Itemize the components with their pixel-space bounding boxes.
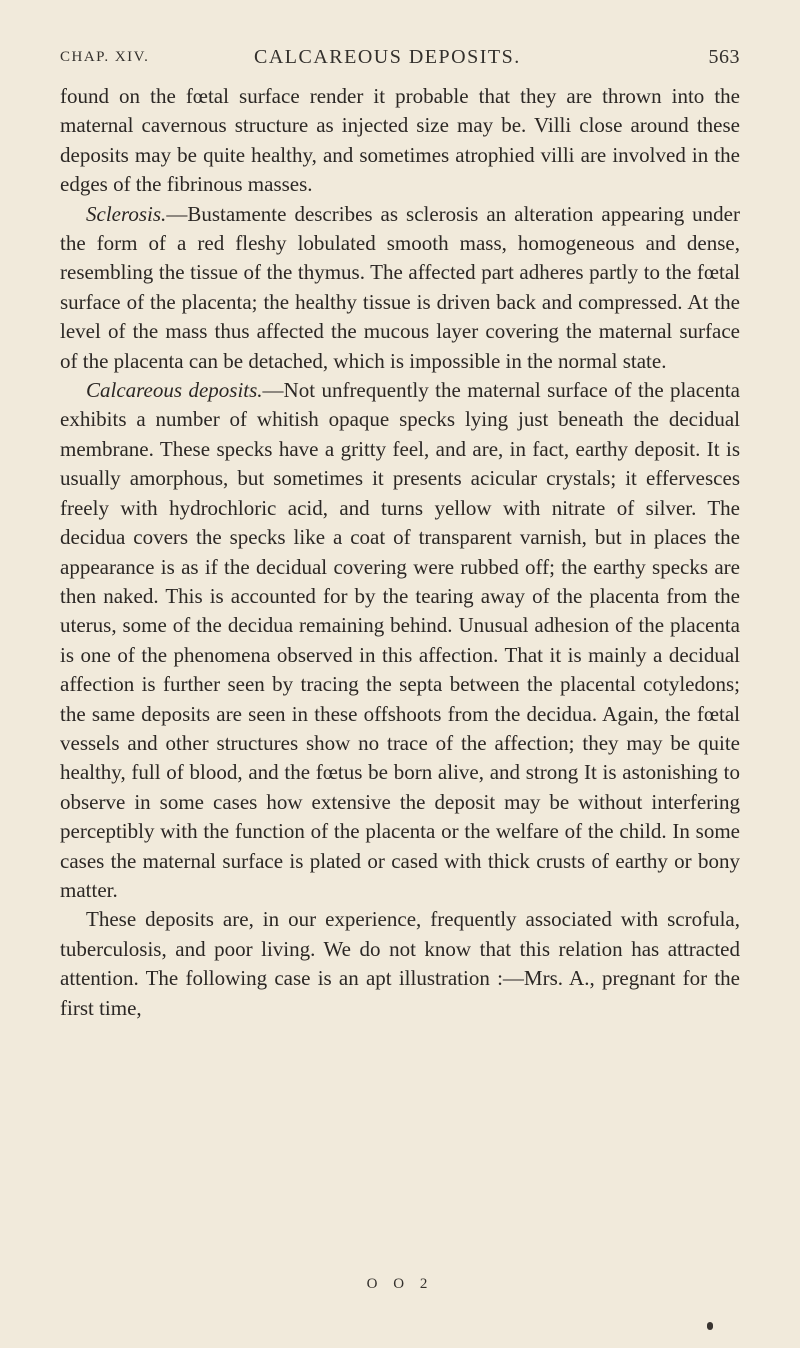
paragraph-text: found on the fœtal surface render it probable that they are thrown into the maternal cavernous structure as injected size may be. Villi close around these deposits may be quite healthy, and sometimes atrophied villi are involved in the edges of the fibrinous masses. xyxy=(60,84,740,197)
page-number: 563 xyxy=(708,46,740,68)
body-text xyxy=(60,82,740,1023)
paragraph-text: —Bustamente describes as sclerosis an alteration appearing under the form of a red fleshy lobulated smooth mass, homogeneous and dense, resembling the tissue of the thymus. The affected part adheres partly to the fœtal surface of the placenta; the healthy tissue is driven back and compressed. At the level of the mass thus affected the mucous layer covering the maternal surface of the placenta can be detached, which is impossible in the normal state. xyxy=(60,201,740,373)
signature-mark: O O 2 xyxy=(366,1276,434,1292)
page-title: CALCAREOUS DEPOSITS. xyxy=(254,46,521,68)
paragraph-sclerosis xyxy=(60,200,740,376)
ink-spot xyxy=(707,1322,713,1330)
paragraph-heading: Sclerosis. xyxy=(86,201,167,226)
paragraph-text: These deposits are, in our experience, frequently associated with scrofula, tuberculosis, and poor living. We do not know that this relation has attracted attention. The following case is an apt illustration :—Mrs. A., pregnant for the first time, xyxy=(60,907,740,1020)
paragraph-associations xyxy=(60,905,740,1023)
paragraph-calcareous-deposits xyxy=(60,376,740,905)
running-head xyxy=(60,46,740,76)
paragraph-text: —Not unfrequently the maternal surface of the placenta exhibits a number of whitish opaque specks lying just beneath the decidual membrane. These specks have a gritty feel, and are, in fact, earthy deposit. It is usually amorphous, but sometimes it presents acicular crystals; it effervesces freely with hydrochloric acid, and turns yellow with nitrate of silver. The decidua covers the specks like a coat of transparent varnish, but in places the appearance is as if the decidual covering were rubbed off; the earthy specks are then naked. This is accounted for by the tearing away of the placenta from the uterus, some of the decidua remaining behind. Unusual adhesion of the placenta is one of the phenomena observed in this affection. That it is mainly a decidual affection is further seen by tracing the septa between the placental cotyledons; the same deposits are seen in these offshoots from the decidua. Again, the fœtal vessels and other structures show no trace of the affection; they may be quite healthy, full of blood, and the fœtus be born alive, and strong It is astonishing to observe in some cases how extensive the deposit may be without interfering perceptibly with the function of the placenta or the welfare of the child. In some cases the maternal surface is plated or cased with thick crusts of earthy or bony matter. xyxy=(60,378,740,902)
paragraph-heading: Calcareous deposits. xyxy=(86,378,263,403)
paragraph-continuation xyxy=(60,82,740,200)
chapter-label: CHAP. XIV. xyxy=(60,49,150,65)
